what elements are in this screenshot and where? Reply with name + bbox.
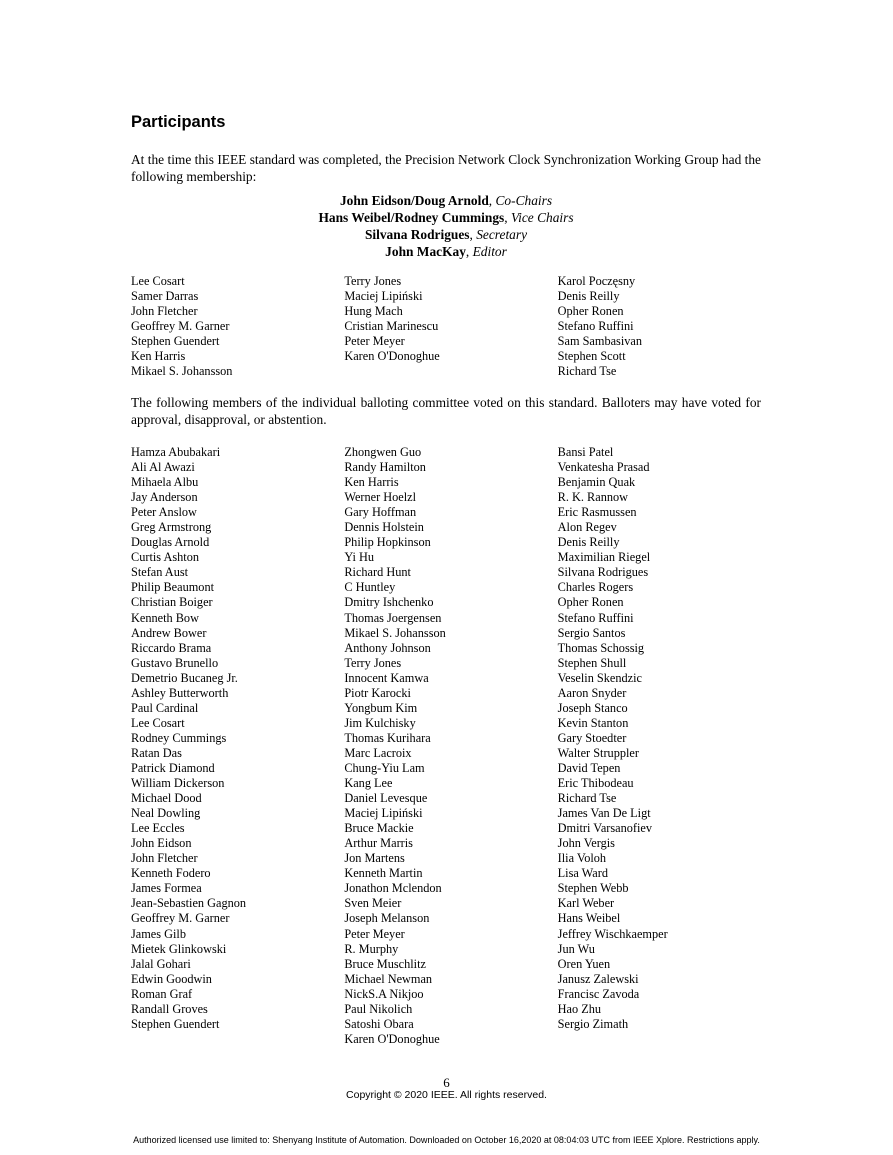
member-name: Gustavo Brunello [131,655,219,670]
member-name: Karl Weber [557,896,615,911]
member-name: Paul Nikolich [344,1001,413,1016]
member-name: Terry Jones [344,655,402,670]
member-name: Mietek Glinkowski [131,941,227,956]
member-name: Lee Eccles [131,821,185,836]
member-column [344,274,557,379]
officer-line: Silvana Rodrigues, Secretary [364,227,528,242]
member-name: Bruce Mackie [344,821,414,836]
copyright-notice: Copyright © 2020 IEEE. All rights reserved. [346,1089,547,1101]
member-name: Ilia Voloh [557,851,607,866]
member-name: Karol Poczęsny [557,274,636,288]
member-name: Philip Hopkinson [344,535,431,550]
member-name: John Vergis [557,836,615,851]
member-name: R. Murphy [344,941,399,956]
member-name: Terry Jones [344,274,402,288]
member-name: Charles Rogers [557,580,634,595]
member-name: Demetrio Bucaneg Jr. [131,670,238,685]
member-name: Jon Martens [344,851,405,866]
member-name: Sergio Zimath [557,1016,629,1031]
member-name: Richard Hunt [344,565,411,580]
member-name: Opher Ronen [557,595,624,610]
member-name: Jalal Gohari [131,956,191,971]
member-column [558,274,771,379]
member-name: Stephen Guendert [131,334,220,349]
member-name: Paul Cardinal [131,700,199,715]
member-name: Edwin Goodwin [131,971,212,986]
member-name: Karen O'Donoghue [344,349,440,364]
member-name: Jeffrey Wischkaemper [557,926,668,941]
member-name: Jean-Sebastien Gagnon [131,896,247,911]
member-name: Maciej Lipiński [344,289,423,304]
member-name: Geoffrey M. Garner [131,319,230,334]
member-name: Stephen Shull [557,655,627,670]
member-name: Oren Yuen [557,956,611,971]
member-name: James Van De Ligt [557,806,651,821]
member-name: Stephen Guendert [131,1016,220,1031]
member-name: Eric Thibodeau [557,776,634,791]
member-name: Richard Tse [557,364,617,379]
member-name: Innocent Kamwa [344,670,429,685]
member-name: John Fletcher [131,304,198,319]
member-name: Richard Tse [557,791,617,806]
member-name: Bansi Patel [557,445,614,459]
member-name: Lisa Ward [557,866,609,881]
member-name: Philip Beaumont [131,580,215,595]
member-name: John Eidson [131,836,192,851]
member-name: Andrew Bower [131,625,207,640]
member-name: Jun Wu [557,941,595,956]
member-name: Ratan Das [131,745,182,760]
member-name: Ken Harris [344,475,399,490]
member-name: Kevin Stanton [557,715,629,730]
ballot-paragraph: The following members of the individual balloting committee voted on this standard. Balloters may have voted for approval, disapproval, or abstention. [131,395,761,427]
member-name: Opher Ronen [557,304,624,319]
member-name: Mihaela Albu [131,475,199,490]
member-name: Kenneth Fodero [131,866,211,881]
member-name: Werner Hoelzl [344,490,417,505]
member-name: Piotr Karocki [344,685,411,700]
member-name: Cristian Marinescu [344,319,439,334]
member-name: Patrick Diamond [131,760,215,775]
member-name: Kenneth Martin [344,866,423,881]
member-name: Gary Hoffman [344,505,417,520]
member-name: Thomas Kurihara [344,730,431,745]
member-name: Thomas Schossig [557,640,645,655]
member-name: Francisc Zavoda [557,986,640,1001]
member-name: Yi Hu [344,550,375,565]
member-name: Ali Al Awazi [131,460,195,475]
member-name: Greg Armstrong [131,520,212,535]
member-name: Thomas Joergensen [344,610,442,625]
member-name: Jay Anderson [131,490,198,505]
member-name: Neal Dowling [131,806,201,821]
balloting-committee-members [131,445,771,1047]
officer-line: John MacKay, Editor [385,244,507,259]
member-name: Benjamin Quak [557,475,636,490]
member-name: Lee Cosart [131,274,185,288]
balloter-column [344,445,557,1047]
member-name: Veselin Skendzic [557,670,643,685]
member-name: Chung-Yiu Lam [344,760,425,775]
member-name: Roman Graf [131,986,193,1001]
member-name: Joseph Melanson [344,911,430,926]
member-name: Denis Reilly [557,535,620,550]
member-name: Stefan Aust [131,565,189,580]
member-name: Sergio Santos [557,625,626,640]
working-group-members [131,274,771,379]
officer-line: Hans Weibel/Rodney Cummings, Vice Chairs [318,210,574,225]
member-name: Randall Groves [131,1001,208,1016]
member-name: C Huntley [344,580,396,595]
member-name: Curtis Ashton [131,550,199,565]
member-name: Christian Boiger [131,595,213,610]
member-name: Lee Cosart [131,715,185,730]
member-name: Maximilian Riegel [557,550,651,565]
member-name: Hao Zhu [557,1001,602,1016]
member-name: Venkatesha Prasad [557,460,650,475]
member-name: Sam Sambasivan [557,334,643,349]
page-number: 6 [443,1075,450,1090]
member-name: Hans Weibel [557,911,621,926]
member-name: Joseph Stanco [557,700,628,715]
section-heading: Participants [131,113,226,131]
member-name: Stefano Ruffini [557,319,634,334]
member-name: Mikael S. Johansson [131,364,233,379]
member-name: David Tepen [557,760,621,775]
member-name: Dmitri Varsanofiev [557,821,653,836]
member-name: Samer Darras [131,289,199,304]
member-name: Satoshi Obara [344,1016,414,1031]
balloter-column [558,445,771,1047]
member-name: Ken Harris [131,349,186,364]
member-name: Maciej Lipiński [344,806,423,821]
member-name: Dmitry Ishchenko [344,595,434,610]
member-name: Jim Kulchisky [344,715,416,730]
member-name: Kenneth Bow [131,610,199,625]
member-name: Karen O'Donoghue [344,1031,440,1046]
member-name: Dennis Holstein [344,520,424,535]
member-name: Kang Lee [344,776,393,791]
member-name: Randy Hamilton [344,460,426,475]
member-name: R. K. Rannow [557,490,629,505]
member-name: Eric Rasmussen [557,505,637,520]
member-column [131,274,344,379]
member-name: Bruce Muschlitz [344,956,426,971]
member-name: Stephen Scott [557,349,626,364]
member-name: Silvana Rodrigues [557,565,649,580]
member-name: Michael Dood [131,791,202,806]
member-name: Alon Regev [557,520,617,535]
member-name: Peter Meyer [344,926,405,941]
member-name: Denis Reilly [557,289,620,304]
member-name: Ashley Butterworth [131,685,229,700]
member-name: Anthony Johnson [344,640,431,655]
member-name: Yongbum Kim [344,700,418,715]
member-name: James Gilb [131,926,186,941]
member-name: Mikael S. Johansson [344,625,446,640]
balloter-column [131,445,344,1047]
member-name: Stefano Ruffini [557,610,634,625]
member-name: Jonathon Mclendon [344,881,442,896]
member-name: Zhongwen Guo [344,445,422,459]
member-name: Geoffrey M. Garner [131,911,230,926]
member-name: Marc Lacroix [344,745,412,760]
member-name: William Dickerson [131,776,225,791]
member-name: Gary Stoedter [557,730,627,745]
member-name: James Formea [131,881,202,896]
member-name: Stephen Webb [557,881,629,896]
member-name: NickS.A Nikjoo [344,986,424,1001]
member-name: Michael Newman [344,971,433,986]
member-name: Peter Meyer [344,334,405,349]
member-name: Arthur Marris [344,836,413,851]
officer-line: John Eidson/Doug Arnold, Co-Chairs [339,193,553,208]
member-name: Daniel Levesque [344,791,428,806]
member-name: Douglas Arnold [131,535,210,550]
member-name: Janusz Zalewski [557,971,639,986]
license-footer: Authorized licensed use limited to: Shenyang Institute of Automation. Downloaded on October 16,2020 at 08:04:03 UTC from IEEE Xplore. Restrictions apply. [133,1135,760,1145]
member-name: Aaron Snyder [557,685,627,700]
member-name: Hamza Abubakari [131,445,221,459]
member-name: Riccardo Brama [131,640,212,655]
member-name: Rodney Cummings [131,730,227,745]
member-name: Walter Struppler [557,745,639,760]
member-name: Hung Mach [344,304,403,319]
officers-block [131,192,761,260]
member-name: Sven Meier [344,896,402,911]
member-name: John Fletcher [131,851,198,866]
intro-paragraph: At the time this IEEE standard was completed, the Precision Network Clock Synchronization Working Group had the following membership: [131,152,761,184]
member-name: Peter Anslow [131,505,197,520]
